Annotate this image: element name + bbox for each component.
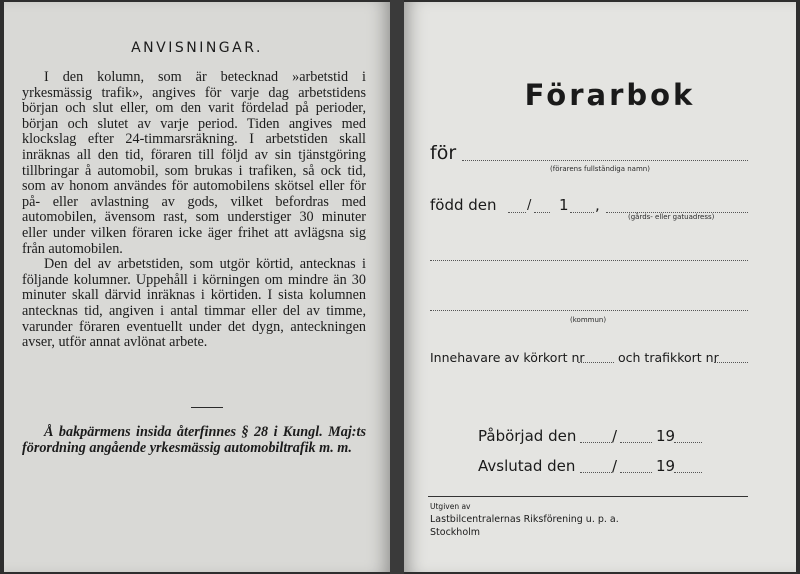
left-page — [4, 2, 390, 572]
publisher-label: Utgiven av — [430, 502, 471, 511]
instructions-paragraph-1: I den kolumn, som är betecknad »arbetstid i yrkesmässig trafik», angives för varje dag arbetstidens början och slut eller, om den varit fördelad på perioder, början och slutet av varje period. Tiden angives med klockslag efter 24-timmarsräkning. I arbetstiden skall inräknas all den tid, föraren till följd av sin tjänstgöring tillbringar å automobil, som brukas i trafiken, så ock tid, som av honom användes för automobilens skötsel eller för på- eller avlastning av gods, vilket befordras med automobilen, ävensom rast, som understiger 30 minuter eller under vilken föraren icke äger frihet att avlägsna sig från automobilen. — [22, 69, 366, 257]
book-title: Förarbok — [524, 78, 696, 112]
publisher-name: Lastbilcentralernas Riksförening u. p. a. — [430, 514, 619, 525]
book-gutter — [390, 0, 404, 574]
ended-month-field[interactable] — [620, 472, 652, 473]
ended-label: Avslutad den — [478, 457, 576, 475]
started-century: 19 — [656, 427, 676, 445]
birth-day-field[interactable] — [508, 212, 526, 213]
name-hint: (förarens fullständiga namn) — [550, 165, 650, 173]
started-day-field[interactable] — [580, 442, 612, 443]
started-month-field[interactable] — [620, 442, 652, 443]
municipality-hint: (kommun) — [570, 316, 607, 324]
instructions-title: ANVISNINGAR. — [131, 40, 263, 56]
traffic-card-label: och trafikkort nr — [618, 350, 719, 365]
started-label: Påbörjad den — [478, 427, 577, 445]
ended-year-field[interactable] — [674, 472, 702, 473]
license-number-field[interactable] — [578, 362, 614, 363]
regulation-footnote: Å bakpärmens insida återfinnes § 28 i Kungl. Maj:ts förordning angående yrkesmässig automobiltrafik m. m. — [22, 424, 366, 456]
license-label: Innehavare av körkort nr — [430, 350, 585, 365]
publisher-divider — [428, 496, 748, 497]
started-slash: / — [612, 427, 618, 445]
right-page — [404, 2, 796, 572]
started-year-field[interactable] — [674, 442, 702, 443]
birth-month-field[interactable] — [534, 212, 550, 213]
birth-comma: , — [595, 196, 600, 214]
traffic-card-number-field[interactable] — [714, 362, 748, 363]
section-divider — [191, 407, 223, 408]
name-field[interactable] — [462, 160, 748, 161]
publisher-city: Stockholm — [430, 527, 481, 538]
instructions-paragraph-2: Den del av arbetstiden, som utgör körtid, antecknas i följande kolumner. Uppehåll i körningen om mindre än 30 minuter skall därvid inräknas i körtiden. I sista kolumnen antecknas tid, angiven i antal timmar eller del av timme, varunder föraren eventuellt under det dygn, anteckningen avser, utför annat avlönat arbete. — [22, 256, 366, 351]
ended-slash: / — [612, 457, 618, 475]
address-line-1[interactable] — [430, 260, 748, 261]
ended-century: 19 — [656, 457, 676, 475]
birth-year-prefix: 1 — [559, 196, 569, 214]
birth-year-field[interactable] — [570, 212, 594, 213]
municipality-field[interactable] — [430, 310, 748, 311]
birth-slash: / — [527, 198, 532, 213]
for-label: för — [430, 142, 457, 164]
address-hint: (gårds- eller gatuadress) — [628, 213, 715, 221]
ended-day-field[interactable] — [580, 472, 612, 473]
born-label: född den — [430, 196, 497, 214]
instructions-text — [22, 70, 366, 351]
